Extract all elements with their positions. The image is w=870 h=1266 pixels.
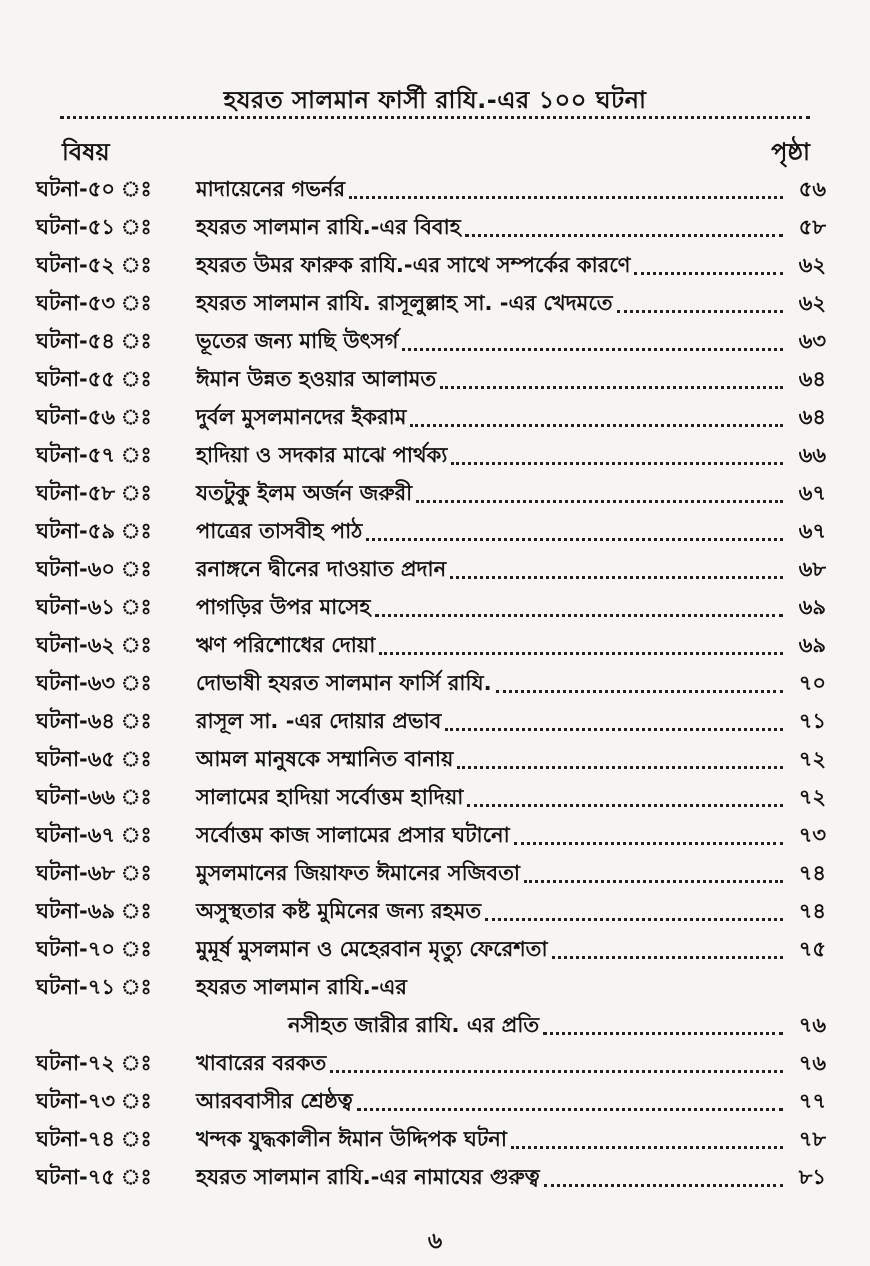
dot-leader: [485, 918, 783, 921]
entry-page-number: ৬৩: [798, 329, 826, 353]
entry-title: খন্দক যুদ্ধকালীন ঈমান উদ্দিপক ঘটনা: [196, 1127, 507, 1151]
entry-number: ঘটনা-৫৮ ঃ: [36, 481, 152, 505]
dot-leader: [524, 880, 783, 883]
toc-entry: [36, 930, 826, 968]
entry-title: দোভাষী হযরত সালমান ফার্সি রাযি.: [196, 671, 492, 695]
entry-number: ঘটনা-৬৫ ঃ: [36, 747, 152, 771]
toc-entry: [36, 702, 826, 740]
dot-leader: [514, 842, 783, 845]
toc-entry: [36, 398, 826, 436]
entry-title: আরববাসীর শ্রেষ্ঠত্ব: [196, 1089, 353, 1113]
toc-entry: [36, 170, 826, 208]
entry-number: ঘটনা-৭৪ ঃ: [36, 1127, 152, 1151]
toc-entry: [36, 664, 826, 702]
toc-entry: [36, 778, 826, 816]
toc-entry: [36, 246, 826, 284]
entry-page-number: ৬৪: [798, 367, 826, 391]
entry-page-number: ৫৬: [798, 177, 826, 201]
entry-title-continuation: নসীহত জারীর রাযি. এর প্রতি: [288, 1013, 540, 1037]
entry-page-number: ৬৯: [798, 633, 826, 657]
entry-number: ঘটনা-৫২ ঃ: [36, 253, 152, 277]
toc-entry: [36, 740, 826, 778]
entry-title: যতটুকু ইলম অর্জন জরুরী: [196, 481, 413, 505]
dot-leader: [457, 766, 783, 769]
entry-title-block: [196, 968, 826, 1044]
entry-number: ঘটনা-৫৪ ঃ: [36, 329, 152, 353]
entry-number: ঘটনা-৫০ ঃ: [36, 177, 152, 201]
entry-title: সালামের হাদিয়া সর্বোত্তম হাদিয়া: [196, 785, 464, 809]
entry-title: হযরত সালমান রাযি.-এর বিবাহ: [196, 215, 461, 239]
entry-page-number: ৬৭: [798, 519, 826, 543]
entry-page-number: ৬৭: [798, 481, 826, 505]
entry-page-number: ৭৩: [798, 823, 826, 847]
toc-entry: [36, 360, 826, 398]
entry-title: মাদায়েনের গভর্নর: [196, 177, 346, 201]
toc-entry: [36, 1044, 826, 1082]
entry-title: মুমূর্ষ মুসলমান ও মেহেরবান মৃত্যু ফেরেশতা: [196, 937, 548, 961]
entry-number: ঘটনা-৫৩ ঃ: [36, 291, 152, 315]
entry-number: ঘটনা-৫১ ঃ: [36, 215, 152, 239]
entry-title: হাদিয়া ও সদকার মাঝে পার্থক্য: [196, 443, 448, 467]
entry-number: ঘটনা-৬৮ ঃ: [36, 861, 152, 885]
dot-leader: [451, 462, 783, 465]
entry-number: ঘটনা-৬০ ঃ: [36, 557, 152, 581]
dot-leader: [410, 424, 783, 427]
entry-number: ঘটনা-৭০ ঃ: [36, 937, 152, 961]
toc-entry: [36, 892, 826, 930]
toc-entry: [36, 626, 826, 664]
dot-leader: [402, 348, 783, 351]
toc-entry: [36, 474, 826, 512]
toc-entry: [36, 284, 826, 322]
entry-title: ঋণ পরিশোধের দোয়া: [196, 633, 376, 657]
entry-title: খাবারের বরকত: [196, 1051, 327, 1075]
dot-leader: [445, 728, 783, 731]
dot-leader: [416, 500, 783, 503]
dot-leader: [552, 956, 783, 959]
entry-page-number: ৭০: [798, 671, 826, 695]
entry-page-number: ৭৫: [798, 937, 826, 961]
toc-entry: [36, 512, 826, 550]
entry-title: মুসলমানের জিয়াফত ঈমানের সজিবতা: [196, 861, 520, 885]
page-number: ৬: [427, 1229, 443, 1254]
dot-leader: [467, 804, 783, 807]
toc-entry: [36, 550, 826, 588]
running-header: হযরত সালমান ফার্সী রাযি.-এর ১০০ ঘটনা: [223, 86, 647, 114]
entry-number: ঘটনা-৫৫ ঃ: [36, 367, 152, 391]
entry-number: ঘটনা-৭২ ঃ: [36, 1051, 152, 1075]
entry-page-number: ৭২: [798, 785, 826, 809]
table-of-contents: [36, 170, 826, 1196]
subject-heading: বিষয়: [62, 138, 110, 166]
entry-title: দুর্বল মুসলমানদের ইকরাম: [196, 405, 407, 429]
entry-page-number: ৭৪: [798, 861, 826, 885]
entry-page-number: ৬৪: [798, 405, 826, 429]
header-dotted-rule: [60, 116, 810, 119]
toc-entry: [36, 1082, 826, 1120]
dot-leader: [357, 1108, 783, 1111]
toc-entry: [36, 816, 826, 854]
toc-entry: [36, 322, 826, 360]
toc-entry: [36, 854, 826, 892]
entry-number: ঘটনা-৬৪ ঃ: [36, 709, 152, 733]
entry-title: ঈমান উন্নত হওয়ার আলামত: [196, 367, 437, 391]
entry-title: পাত্রের তাসবীহ পাঠ: [196, 519, 363, 543]
entry-title: হযরত উমর ফারুক রাযি.-এর সাথে সম্পর্কের কারণে: [196, 253, 631, 277]
dot-leader: [450, 576, 783, 579]
entry-title: রনাঙ্গনে দ্বীনের দাওয়াত প্রদান: [196, 557, 447, 581]
entry-page-number: ৭৬: [798, 1013, 826, 1037]
entry-title: সর্বোত্তম কাজ সালামের প্রসার ঘটানো: [196, 823, 510, 847]
entry-number: ঘটনা-৬৩ ঃ: [36, 671, 152, 695]
entry-title: হযরত সালমান রাযি.-এর: [196, 975, 407, 999]
entry-page-number: ৭৬: [798, 1051, 826, 1075]
entry-number: ঘটনা-৬৯ ঃ: [36, 899, 152, 923]
entry-page-number: ৮১: [798, 1165, 826, 1189]
entry-title: রাসূল সা. -এর দোয়ার প্রভাব: [196, 709, 442, 733]
page-heading: পৃষ্ঠা: [771, 138, 810, 166]
toc-entry: [36, 1120, 826, 1158]
entry-page-number: ৬২: [798, 253, 826, 277]
entry-page-number: ৭৭: [798, 1089, 826, 1113]
entry-title: পাগড়ির উপর মাসেহ: [196, 595, 371, 619]
dot-leader: [634, 272, 783, 275]
entry-page-number: ৬৮: [798, 557, 826, 581]
dot-leader: [511, 1146, 783, 1149]
toc-entry: [36, 1158, 826, 1196]
dot-leader: [543, 1032, 783, 1035]
toc-entry: [36, 436, 826, 474]
entry-number: ঘটনা-৬১ ঃ: [36, 595, 152, 619]
entry-number: ঘটনা-৬২ ঃ: [36, 633, 152, 657]
dot-leader: [349, 196, 783, 199]
entry-title: আমল মানুষকে সম্মানিত বানায়: [196, 747, 454, 771]
entry-page-number: ৭১: [798, 709, 826, 733]
entry-page-number: ৫৮: [798, 215, 826, 239]
toc-entry: [36, 588, 826, 626]
dot-leader: [496, 690, 783, 693]
entry-page-number: ৭২: [798, 747, 826, 771]
entry-title: ভূতের জন্য মাছি উৎসর্গ: [196, 329, 399, 353]
dot-leader: [544, 1184, 783, 1187]
toc-entry: [36, 208, 826, 246]
entry-number: ঘটনা-৫৯ ঃ: [36, 519, 152, 543]
entry-page-number: ৬৬: [798, 443, 826, 467]
entry-number: ঘটনা-৬৬ ঃ: [36, 785, 152, 809]
entry-page-number: ৬৯: [798, 595, 826, 619]
dot-leader: [617, 310, 783, 313]
entry-title: হযরত সালমান রাযি. রাসূলুল্লাহ সা. -এর খেদমতে: [196, 291, 613, 315]
entry-number: ঘটনা-৭৫ ঃ: [36, 1165, 152, 1189]
entry-number: ঘটনা-৬৭ ঃ: [36, 823, 152, 847]
entry-page-number: ৭৮: [798, 1127, 826, 1151]
column-headings: [62, 134, 810, 174]
entry-title: হযরত সালমান রাযি.-এর নামাযের গুরুত্ব: [196, 1165, 540, 1189]
entry-number: ঘটনা-৫৬ ঃ: [36, 405, 152, 429]
toc-entry: [36, 968, 826, 1044]
entry-number: ঘটনা-৫৭ ঃ: [36, 443, 152, 467]
entry-title: অসুস্থতার কষ্ট মুমিনের জন্য রহমত: [196, 899, 482, 923]
entry-page-number: ৭৪: [798, 899, 826, 923]
entry-number: ঘটনা-৭৩ ঃ: [36, 1089, 152, 1113]
entry-title-continuation-line: [196, 1006, 826, 1044]
entry-number: ঘটনা-৭১ ঃ: [36, 975, 152, 999]
dot-leader: [379, 652, 783, 655]
dot-leader: [465, 234, 783, 237]
dot-leader: [330, 1070, 783, 1073]
entry-page-number: ৬২: [798, 291, 826, 315]
dot-leader: [375, 614, 783, 617]
dot-leader: [440, 386, 783, 389]
dot-leader: [366, 538, 783, 541]
